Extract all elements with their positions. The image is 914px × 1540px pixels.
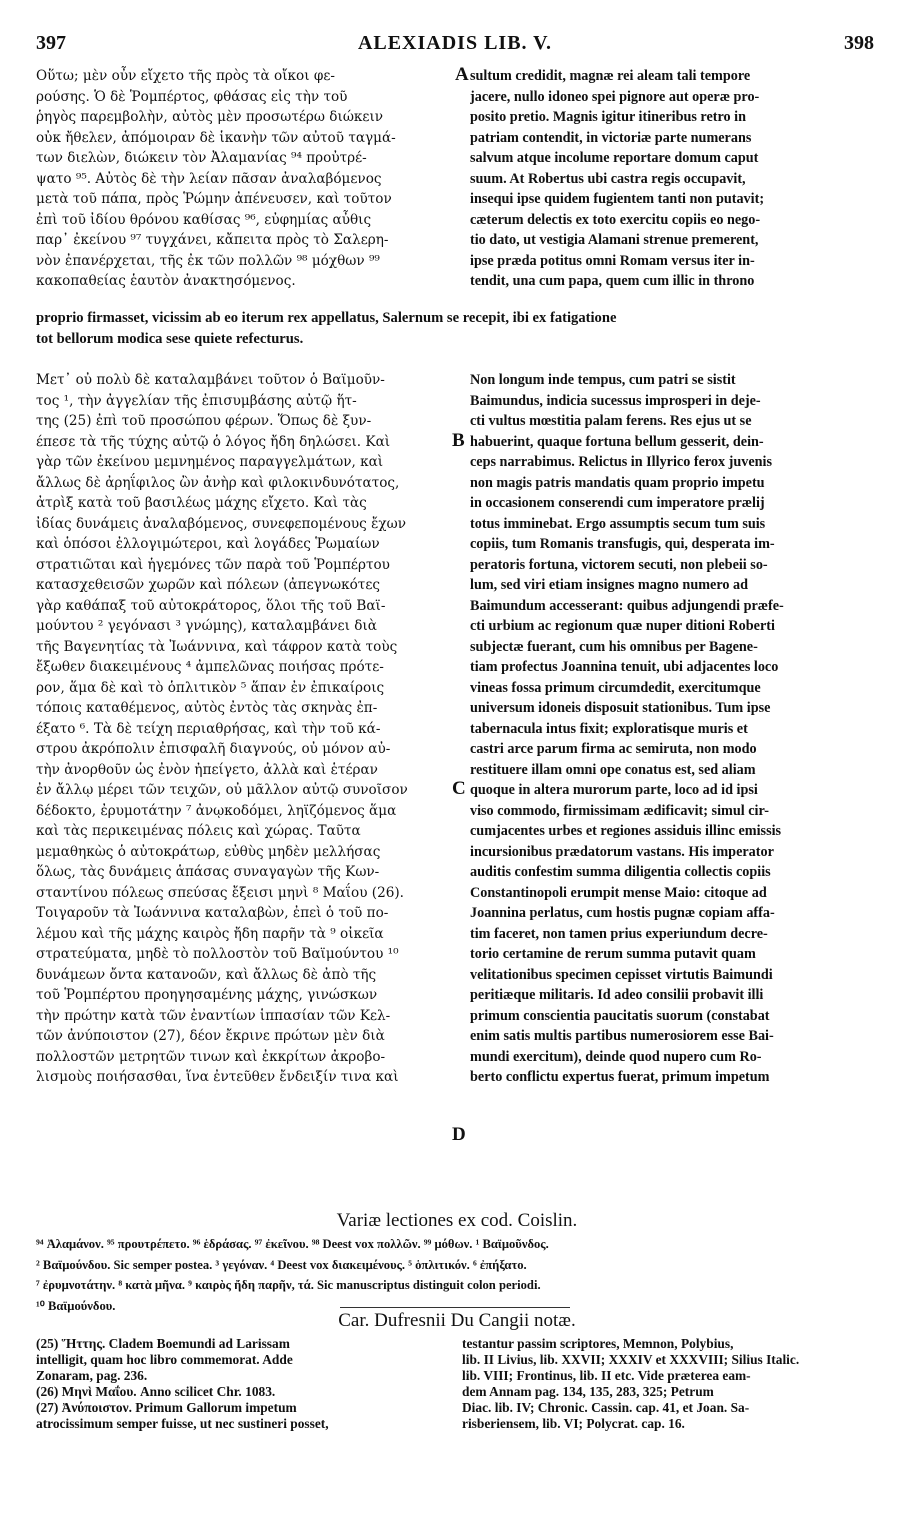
text-line: ἐπὶ τοῦ ἰδίου θρόνου καθίσας ⁹⁶, εὐφημίας αὖθις (36, 211, 372, 228)
text-line: totus imminebat. Ergo assumptis secum tum suis (470, 515, 766, 532)
text-line: cti urbium ac regionum quæ nuper ditioni Roberti (470, 618, 775, 634)
text-line: in occasionem conserendi cum imperatore prælij (470, 495, 765, 511)
text-line: quoque in altera murorum parte, loco ad id ipsi (470, 782, 758, 798)
text-line: Zonaram, pag. 236. (36, 1368, 148, 1383)
text-line: ἀτρὶξ κατὰ τοῦ βασιλέως μάχης εἴχετο. Καὶ τὰς (36, 495, 367, 511)
text-line: dem Annam pag. 134, 135, 283, 325; Petrum (462, 1384, 714, 1399)
margin-letter-c: C (452, 778, 466, 799)
text-line: cti vultus mœstitia palam ferens. Res ejus ut se (470, 413, 752, 429)
text-line: castri arce parum firma ac semiruta, non modo (470, 741, 757, 757)
text-line: posito pretio. Magnis igitur itineribus retro in (470, 109, 747, 125)
text-line: enim satis multis partibus numerosiorem esse Bai- (470, 1028, 774, 1044)
full-width-latin (36, 308, 878, 349)
running-title: ALEXIADIS LIB. V. (357, 32, 553, 54)
text-line: τὴν πρώτην κατὰ τῶν ἐναντίων ἱππασίαν τῶν Κελ- (36, 1007, 391, 1024)
text-line: γὰρ καθάπαξ τοῦ αὐτοκράτορος, ὅλοι τῆς τοῦ Βαϊ- (36, 597, 386, 614)
text-line: γὰρ τῶν ἐκείνου μεμνημένος παραγγελμάτων, καὶ (36, 454, 384, 470)
text-line: ⁹⁴ Ἀλαμάνον. ⁹⁵ προυτρέπετο. ⁹⁶ ἑδράσας. ⁹⁷ ἐκεῖνου. ⁹⁸ Deest vox πολλῶν. ⁹⁹ μόθων. ¹ Βαϊμοῦνδος. (36, 1237, 549, 1251)
text-line: Diac. lib. IV; Chronic. Cassin. cap. 41, et Joan. Sa- (462, 1400, 750, 1415)
text-line: Οὕτω; μὲν οὖν εἴχετο τῆς πρὸς τὰ οἴκοι φε- (36, 68, 336, 84)
text-line: λέμου καὶ τῆς μάχης καιρὸς ἤδη παρῆν τὰ ⁹ οἰκεῖα (36, 925, 384, 942)
text-line: στρου ἀκρόπολιν ἐπισφαλῆ διαγνούς, οὐ μόνον αὐ- (36, 741, 391, 757)
text-line: Baimundum accesserant: quibus adjungendi præfe- (470, 597, 784, 614)
text-line: δυνάμεων ὄντα κατανοῶν, καὶ ἄλλως δὲ ἀπὸ τῆς (36, 966, 377, 983)
text-line: (25) Ἥττης. Cladem Boemundi ad Larissam (36, 1336, 290, 1351)
text-line: δέδοκτο, ἐρυμοτάτην ⁷ ἀνῳκοδόμει, ληϊζόμενος ἅμα (36, 802, 397, 819)
text-line: atrocissimum semper fuisse, ut nec sustineri posset, (36, 1416, 329, 1431)
text-line: tabernacula intus fixit; exploratisque muris et (470, 720, 748, 737)
text-line: των διελὼν, διώκειν τὸν Ἀλαμανίας ⁹⁴ προὐτρέ- (36, 150, 367, 166)
greek-column-main (36, 370, 452, 1190)
text-line: jacere, nullo idoneo spei pignore aut operæ pro- (470, 88, 760, 105)
text-line: intelligit, quam hoc libro commemorat. Adde (36, 1352, 293, 1367)
text-line: universum idoneis disposuit stationibus. Tum ipse (470, 700, 771, 716)
text-line: Joannina perlatus, cum hostis pugnæ copiam affa- (470, 905, 775, 921)
text-line: Constantinopoli erumpit mense Maio: citoque ad (470, 884, 767, 901)
text-line: στρατεύματα, μηδὲ τὸ πολλοστὸν τοῦ Βαϊμούντου ¹⁰ (36, 946, 399, 962)
text-line: sultum credidit, magnæ rei aleam tali tempore (470, 68, 751, 84)
text-line: ἰδίας δυνάμεις ἀναλαβόμενος, συνεφεπομένους ἔχων (36, 515, 406, 532)
notes-column-right (462, 1336, 878, 1432)
notes-heading: Car. Dufresnii Du Cangii notæ. (338, 1310, 576, 1331)
text-line: Τοιγαροῦν τὰ Ἰωάννινα καταλαβὼν, ἐπεὶ ὁ τοῦ πο- (36, 905, 389, 921)
text-line: cæterum delectis ex toto exercitu copiis eo nego- (470, 211, 761, 228)
text-line: σταντίνου πόλεως σπεύσας ἔξεισι μηνὶ ⁸ Μαΐου (26). (36, 884, 405, 901)
text-line: lib. II Livius, lib. XXVII; XXXIV et XXXVIII; Silius Italic. (462, 1352, 800, 1367)
text-line: καὶ τὰς περικειμένας πόλεις καὶ χώρας. Ταῦτα (36, 823, 361, 839)
text-line: primum conscientia paucitatis suorum (constabat (470, 1007, 770, 1024)
text-line: ipse præda potitus omni Romam versus iter in- (470, 252, 755, 269)
text-line: μετὰ τοῦ πάπα, πρὸς Ῥώμην ἀπένευσεν, καὶ τοῦτον (36, 191, 392, 207)
text-line: μεμαθηκὼς ὁ αὐτοκράτωρ, εὐθὺς μηδὲν μελλήσας (36, 843, 381, 860)
text-line: tot bellorum modica sese quiete refecturus. (36, 330, 304, 347)
text-line: (27) Ἀνύποιστον. Primum Gallorum impetum (36, 1400, 297, 1415)
margin-letter-a: A (455, 64, 469, 85)
text-line: patriam contendit, in victoriæ parte numerans (470, 129, 752, 146)
text-line: τῆς Βαγενητίας τὰ Ἰωάννινα, καὶ τάφρον κατὰ τοὺς (36, 638, 398, 655)
notes-column-left (36, 1336, 456, 1432)
text-line: non magis patris mandatis quam proprio impetu (470, 474, 765, 491)
divider (340, 1307, 570, 1308)
text-line: ρούσης. Ὁ δὲ Ῥομπέρτος, φθάσας εἰς τὴν τοῦ (36, 88, 348, 105)
text-line: lum, sed viri etiam insignes magno numero ad (470, 577, 748, 593)
text-line: subjectæ fuerant, cum his omnibus per Bagene- (470, 638, 758, 655)
text-line: tim faceret, non tamen prius experiundum decre- (470, 925, 768, 942)
text-line: στρατιῶται καὶ ἡγεμόνες τῶν παρὰ τοῦ Ῥομπέρτου (36, 556, 390, 573)
text-line: ῥηγὸς παρεμβολὴν, αὐτὸς μὲν προσωτέρω διώκειν (36, 109, 384, 125)
running-header (36, 32, 874, 58)
text-line: auditis confestim summa diligentia collectis copiis (470, 864, 771, 880)
page-number-left: 397 (36, 32, 66, 54)
text-line: κακοπαθείας ἑαυτὸν ἀνακτησόμενος. (36, 273, 296, 289)
text-line: vineas fossa primum circumdedit, exercitumque (470, 679, 761, 696)
latin-column-top (470, 66, 878, 294)
variants-heading: Variæ lectiones ex cod. Coislin. (336, 1210, 578, 1231)
text-line: Μετ᾽ οὐ πολὺ δὲ καταλαμβάνει τοῦτον ὁ Βαϊμοῦν- (36, 372, 385, 388)
text-line: insequi ipse quidem fugientem tanti non putavit; (470, 191, 765, 207)
text-line: proprio firmasset, vicissim ab eo iterum rex appellatus, Salernum se recepit, ibi ex fatigatione (36, 310, 617, 326)
text-line: μούντου ² γεγόνασι ³ γνώμης), καταλαμβάνει διὰ (36, 618, 377, 634)
text-line: testantur passim scriptores, Memnon, Polybius, (462, 1336, 734, 1351)
text-line: habuerint, quaque fortuna bellum gesserit, dein- (470, 433, 764, 450)
text-line: risberiensem, lib. VI; Polycrat. cap. 16. (462, 1416, 685, 1431)
text-line: τὴν ἀνορθοῦν ὡς ἐνὸν ἠπείγετο, ἀλλὰ καὶ ἑτέραν (36, 761, 378, 778)
text-line: ¹⁰ Βαϊμούνδου. (36, 1298, 116, 1313)
text-line: Baimundus, indicia sucessus improsperi in deje- (470, 392, 761, 409)
text-line: ceps narrabimus. Relictus in Illyrico ferox juvenis (470, 454, 772, 470)
text-line: της (25) ἐπὶ τοῦ προσώπου φέρων. Ὅπως δὲ ξυν- (36, 413, 372, 429)
greek-column-top (36, 66, 452, 294)
text-line: restituere illam omni ope conatus est, sed aliam (470, 761, 756, 778)
text-line: tio dato, ut vestigia Alamani strenue premerent, (470, 232, 759, 248)
text-line: peritiæque militaris. Id adeo consilii probavit illi (470, 987, 764, 1003)
text-line: τόποις καταθέμενος, αὐτὸς ἐντὸς τὰς σκηνὰς ἐπ- (36, 700, 378, 716)
text-line: έπεσε τὰ τῆς τύχης αὐτῷ ὁ λόγος ἤδη δηλώσει. Καὶ (36, 433, 391, 450)
text-line: ψατο ⁹⁵. Αὐτὸς δὲ τὴν λείαν πᾶσαν ἀναλαβόμενος (36, 170, 382, 187)
text-line: Non longum inde tempus, cum patri se sistit (470, 372, 736, 388)
variant-readings (36, 1236, 878, 1318)
text-line: καὶ ὁπόσοι ἐλλογιμώτεροι, καὶ λογάδες Ῥωμαίων (36, 536, 380, 552)
text-line: velitationibus specimen cepisset virtutis Baimundi (470, 966, 773, 983)
text-line: ἄλλως δὲ ἀρηΐφιλος ὢν ἀνὴρ καὶ φιλοκινδυνότατος, (36, 474, 400, 491)
page-number-right: 398 (844, 32, 874, 54)
text-line: cumjacentes urbes et regiones assiduis illinc emissis (470, 823, 782, 839)
text-line: παρ᾽ ἐκείνου ⁹⁷ τυγχάνει, κἄπειτα πρὸς τὸ Σαλερη- (36, 232, 389, 248)
text-line: mundi exercitum), deinde quod nupero cum Ro- (470, 1048, 762, 1065)
text-line: έξατο ⁶. Τὰ δὲ τείχη περιαθρήσας, καὶ τὴν τοῦ κά- (36, 720, 381, 737)
text-line: νὸν ἐπανέρχεται, τῆς ἐκ τῶν πολλῶν ⁹⁸ μόχθων ⁹⁹ (36, 252, 380, 269)
text-line: ἔξωθεν διακειμένους ⁴ ἀμπελῶνας ποιήσας πρότε- (36, 659, 384, 675)
margin-letter-b: B (452, 430, 465, 451)
text-line: ² Βαϊμούνδου. Sic semper postea. ³ γεγόναν. ⁴ Deest vox διακειμένους. ⁵ ὁπλιτικόν. ⁶ ἐπήξατο. (36, 1257, 527, 1272)
text-line: λισμοὺς ποιήσασθαι, ἵνα ἐντεῦθεν ἔνδειξίν τινα καὶ (36, 1069, 399, 1085)
text-line: berto conflictu expertus fuerat, primum impetum (470, 1069, 770, 1085)
text-line: πολλοστῶν μετρητῶν τινων καὶ ἐκκρίτων ἀκροβο- (36, 1048, 386, 1065)
text-line: (26) Μηνὶ Μαΐου. Anno scilicet Chr. 1083. (36, 1384, 276, 1399)
text-line: ⁷ ἐρυμνοτάτην. ⁸ κατὰ μῆνα. ⁹ καιρὸς ἤδη παρῆν, τά. Sic manuscriptus distinguit colon periodi. (36, 1278, 541, 1292)
text-line: ὅλως, τὰς δυνάμεις ἁπάσας συναγαγὼν τῆς Κων- (36, 864, 380, 880)
text-line: τῶν ἀνύποιστον (27), δέον ἔκρινε πρώτων μὲν διὰ (36, 1028, 385, 1044)
latin-column-main (470, 370, 878, 1190)
text-line: ἐν ἄλλῳ μέρει τῶν τειχῶν, οὐ μᾶλλον αὐτῷ συνοῖσον (36, 782, 408, 798)
text-line: copiis, tum Romanis transfugis, qui, desperata im- (470, 536, 775, 552)
text-line: viso commodo, firmissimam ædificavit; simul cir- (470, 802, 769, 819)
text-line: incursionibus prædatorum vastans. His imperator (470, 843, 774, 860)
text-line: salvum atque incolume reportare domum caput (470, 150, 759, 166)
text-line: τος ¹, τὴν ἀγγελίαν τῆς ἐπισυμβάσης αὐτῷ ἥτ- (36, 392, 357, 409)
text-line: ρον, ἅμα δὲ καὶ τὸ ὁπλιτικὸν ⁵ ἅπαν ἐν ἐπικαίροις (36, 679, 385, 696)
text-line: κατασχεθεισῶν χωρῶν καὶ πόλεων (ἀπεγνωκότες (36, 577, 380, 593)
text-line: lib. VIII; Frontinus, lib. II etc. Vide præterea eam- (462, 1368, 751, 1383)
margin-letter-d: D (452, 1124, 466, 1145)
text-line: torio certamine de rerum summa putavit quam (470, 946, 756, 962)
text-line: οὐκ ἤθελεν, ἀπόμοιραν δὲ ἱκανὴν τῶν αὐτοῦ ταγμά- (36, 129, 396, 146)
text-line: suum. At Robertus ubi castra regis occupavit, (470, 170, 746, 187)
text-line: tendit, una cum papa, quem cum illic in throno (470, 273, 755, 289)
text-line: peratoris fortuna, victorem secuti, non plebeii so- (470, 556, 768, 573)
text-line: τοῦ Ῥομπέρτου προηγησαμένης μάχης, γινώσκων (36, 987, 378, 1003)
text-line: tiam profectus Joannina tenuit, ubi adjacentes loco (470, 659, 779, 675)
